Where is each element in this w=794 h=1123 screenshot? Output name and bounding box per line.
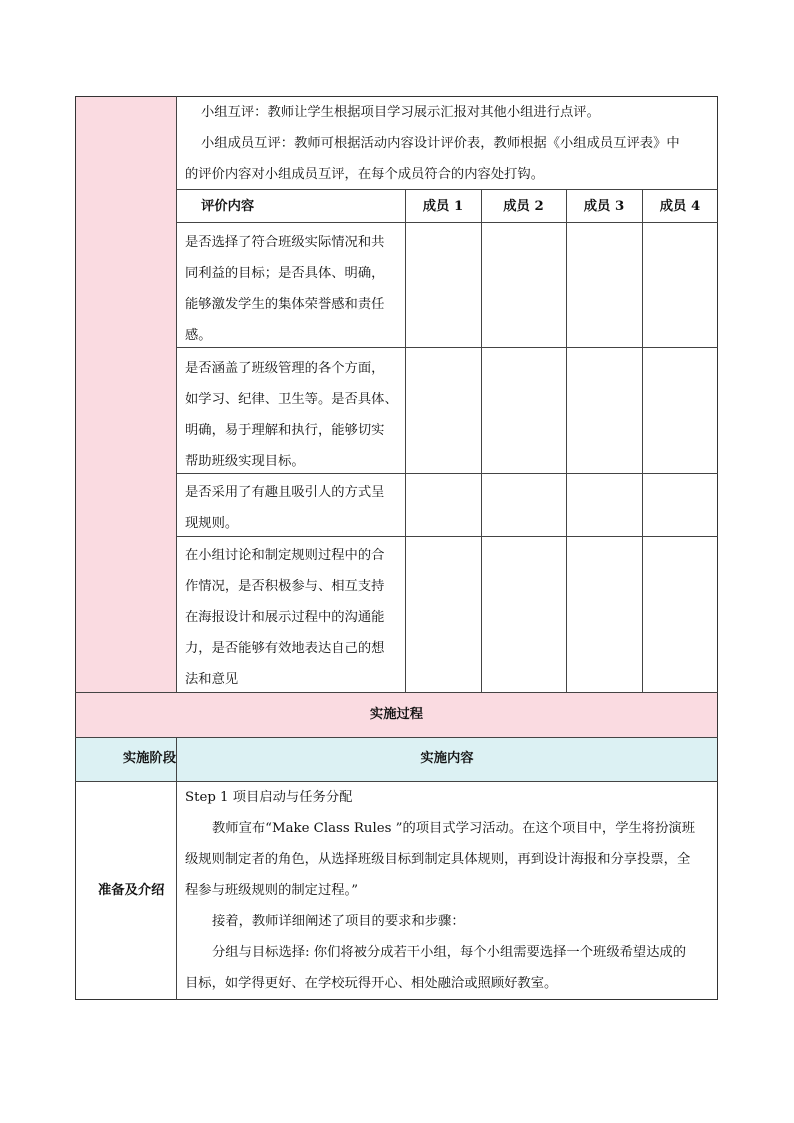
paragraph-1-line3: 程参与班级规则的制定过程。” [185,883,359,898]
eval-row-4-line: 力，是否能够有效地表达自己的想 [185,641,385,656]
eval-row-4 [185,540,384,695]
eval-header-member-2: 成员 2 [503,199,544,214]
paragraph-1-line2: 级规则制定者的角色，从选择班级目标到制定具体规则，再到设计海报和分享投票，全 [185,852,691,867]
paragraph-3-line1: 分组与目标选择: 你们将被分成若干小组，每个小组需要选择一个班级希望达成的 [212,945,687,960]
eval-header-member-4: 成员 4 [659,199,701,214]
eval-row-2-line: 是否涵盖了班级管理的各个方面， [185,361,385,376]
eval-row-4-line: 作情况，是否积极参与、相互支持 [185,579,385,594]
process-title: 实施过程 [369,707,424,722]
eval-row-3-line: 现规则。 [185,516,239,531]
paragraph-3-line2: 目标，如学得更好、在学校玩得开心、相处融洽或照顾好教室。 [185,976,558,991]
step-title: Step 1 项目启动与任务分配 [185,790,353,805]
eval-row-2-line: 如学习、纪律、卫生等。是否具体、 [185,392,398,407]
paragraph-2: 接着，教师详细阐述了项目的要求和步骤： [212,914,465,929]
member-review-text-line2: 的评价内容对小组成员互评，在每个成员符合的内容处打钩。 [185,167,545,182]
eval-header-member-3: 成员 3 [583,199,625,214]
eval-row-4-line: 在小组讨论和制定规则过程中的合 [185,548,385,563]
eval-row-2-line: 帮助班级实现目标。 [185,454,305,469]
stage-name: 准备及介绍 [98,883,165,898]
eval-row-1-line: 是否选择了符合班级实际情况和共 [185,235,385,250]
content-column-header: 实施内容 [420,751,474,766]
eval-row-4-line: 法和意见 [185,672,239,687]
paragraph-1-line1: 教师宣布“Make Class Rules ”的项目式学习活动。在这个项目中，学生将扮演班 [212,821,695,836]
eval-row-3-line: 是否采用了有趣且吸引人的方式呈 [185,485,385,500]
eval-header-content: 评价内容 [201,199,255,214]
left-pink-cell [76,97,176,692]
eval-row-2 [185,353,398,477]
eval-row-1-line: 能够激发学生的集体荣誉感和责任 [185,297,385,312]
eval-header-member-1: 成员 1 [422,199,464,214]
stage-column-header: 实施阶段 [122,751,176,766]
member-review-text-line1: 小组成员互评：教师可根据活动内容设计评价表，教师根据《小组成员互评表》中 [201,136,680,151]
eval-row-1-line: 感。 [185,328,212,343]
group-review-text: 小组互评：教师让学生根据项目学习展示汇报对其他小组进行点评。 [201,105,600,120]
eval-row-4-line: 在海报设计和展示过程中的沟通能 [185,610,385,625]
eval-row-2-line: 明确，易于理解和执行，能够切实 [185,423,385,438]
eval-row-3 [185,477,384,539]
eval-row-1-line: 同利益的目标；是否具体、明确， [185,266,385,281]
eval-row-1 [185,227,384,351]
